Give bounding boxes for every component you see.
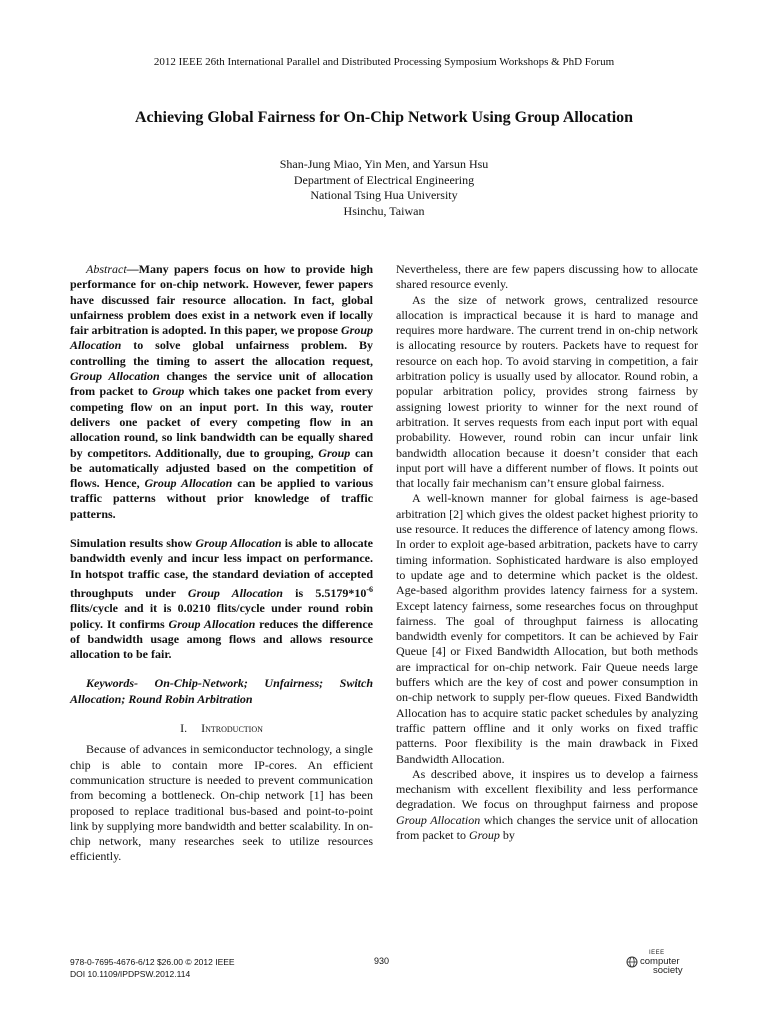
abstract-text: can be applied to various traffic patterns without prior knowledge of traffic patterns. — [70, 476, 374, 521]
section-number: I. — [180, 721, 188, 736]
left-column — [70, 262, 373, 865]
abstract-text: can be automatically adjusted based on the competition of flows. Hence, — [70, 445, 374, 491]
abstract-text: Many papers focus on how to provide high performance for on-chip network. However, fewer papers have discussed fair resource allocation. In fact, global unfairness problem does exist in a network even if locally fair arbitration is adopted. In this paper, we propose — [70, 262, 373, 338]
abstract-text: flits/cycle and it is 0.0210 flits/cycle under round robin policy. It confirms — [70, 601, 373, 631]
body-text: As described above, it inspires us to develop a fairness mechanism with excellent flexibility and less performance degradation. We focus on throughput fairness and propose — [396, 766, 698, 812]
affiliation-university: National Tsing Hua University — [310, 188, 458, 202]
abstract-emph: Group — [152, 384, 185, 399]
section-title: Introduction — [201, 721, 263, 736]
author-names: Shan-Jung Miao, Yin Men, and Yarsun Hsu — [279, 157, 489, 171]
right-paragraph-3 — [396, 767, 698, 843]
right-paragraph-1: As the size of network grows, centralized resource allocation is impractical because it is hard to manage and requires more hardware. The current trend in on-chip network is allocating resource by routers. Packets have to request for resource on each hop. To avoid starving in competition, a fair arbitration policy is usually used by allocator. Round robin, a popular arbitration policy, provides strong fairness by assigning lowest priority to winner for the next round of arbitration. It serves requests from each input port with equal probability. However, round robin can incur unfair link bandwidth allocation because it doesn’t consider that each input port will have a different number of flows. It points out that locally fair mechanism can’t ensure global fairness. — [396, 292, 698, 491]
abstract-text: changes the service unit of allocation from packet to — [70, 369, 373, 399]
abstract-text: which takes one packet from every competing flow on an input port. In this way, router delivers one packet of every competing flow in an allocation round, so link bandwidth can be equally shared by competitors. Additionally, due to grouping, — [70, 384, 373, 460]
abstract-emph: Group Allocation — [144, 476, 233, 491]
footer-copyright — [70, 956, 235, 980]
keywords: Keywords- On-Chip-Network; Unfairness; Switch Allocation; Round Robin Arbitration — [70, 676, 373, 706]
abstract-emph: Group — [318, 445, 351, 460]
paper-title: Achieving Global Fairness for On-Chip Network Using Group Allocation — [134, 109, 634, 126]
abstract-emph: Group Allocation — [70, 323, 373, 353]
page-number: 930 — [374, 956, 390, 966]
affiliation-location: Hsinchu, Taiwan — [343, 203, 425, 218]
abstract-emph: Group Allocation — [187, 585, 283, 600]
body-emph: Group — [468, 827, 500, 842]
section-heading-introduction — [70, 721, 373, 736]
globe-icon — [626, 956, 638, 968]
right-column — [396, 262, 698, 843]
body-text: which changes the service unit of allocation from packet to — [396, 812, 698, 842]
logo-ieee-text: IEEE — [649, 950, 665, 956]
logo-computer-text: computer — [640, 956, 680, 967]
abstract-emph: Group Allocation — [195, 536, 282, 551]
abstract-emph: Group Allocation — [70, 369, 160, 384]
abstract-text: is 5.5179*10 — [283, 585, 367, 600]
abstract-text: to solve global unfairness problem. By controlling the timing to assert the allocation request, — [70, 338, 373, 368]
right-paragraph-2: A well-known manner for global fairness is age-based arbitration [2] which gives the oldest packet highest priority to use resource. It reduces the difference of latency among flows. In order to exploit age-based arbitration, packets have to carry timing information. Sophisticated hardware is also employed to update age and to determine which packet is the oldest. Age-based algorithm provides latency fairness for a system. Except latency fairness, some researches focus on throughput fairness. The goal of throughput fairness is allocating bandwidth evenly for competitors. It can be achieved by Fair Queue [4] or Fixed Bandwidth Allocation, but both methods are impractical for on-chip network. Fair Queue needs large buffers which are the key of cost and power consumption in on-chip network to supply per-flow queues. Fixed Bandwidth Allocation has to acquire static packet schedules by analyzing traffic pattern offline and it only works on fixed traffic patterns. Poor flexibility is the main drawback in Fixed Bandwidth Allocation. — [396, 491, 698, 766]
abstract-exponent: -6 — [366, 584, 373, 594]
ieee-computer-society-logo — [626, 950, 706, 978]
body-emph: Group Allocation — [396, 812, 481, 827]
abstract-paragraph-1 — [70, 262, 373, 522]
logo-society-text: society — [653, 965, 683, 976]
right-paragraph-0: Nevertheless, there are few papers discussing how to allocate shared resource evenly. — [396, 262, 698, 292]
affiliation-department: Department of Electrical Engineering — [293, 172, 475, 187]
abstract-text: reduces the difference of bandwidth usage among flows and allows resource allocation to be fair. — [70, 616, 373, 662]
footer-doi: DOI 10.1109/IPDPSW.2012.114 — [70, 969, 191, 979]
body-text: by — [499, 827, 515, 842]
footer-isbn: 978-0-7695-4676-6/12 $26.00 © 2012 IEEE — [70, 957, 235, 967]
conference-header: 2012 IEEE 26th International Parallel and Distributed Processing Symposium Workshops & PhD Forum — [153, 56, 615, 68]
abstract-paragraph-2 — [70, 536, 373, 662]
author-block — [0, 157, 768, 219]
abstract-text: Simulation results show — [70, 536, 196, 551]
intro-paragraph-1: Because of advances in semiconductor technology, a single chip is able to contain more IP-cores. An efficient communication structure is needed to prevent communication from becoming a bottleneck. On-chip network [1] has been proposed to replace traditional bus-based and point-to-point link by supplying more bandwidth and better scalability. In on-chip network, many researches seek to utilize resources efficiently. — [70, 742, 373, 864]
abstract-emph: Group Allocation — [168, 616, 256, 631]
abstract-lead: Abstract — [86, 262, 127, 276]
abstract-dash: — — [126, 262, 139, 276]
abstract-text: is able to allocate bandwidth evenly and incur less impact on performance. In hotspot traffic case, the standard deviation of accepted throughputs under — [70, 536, 373, 600]
